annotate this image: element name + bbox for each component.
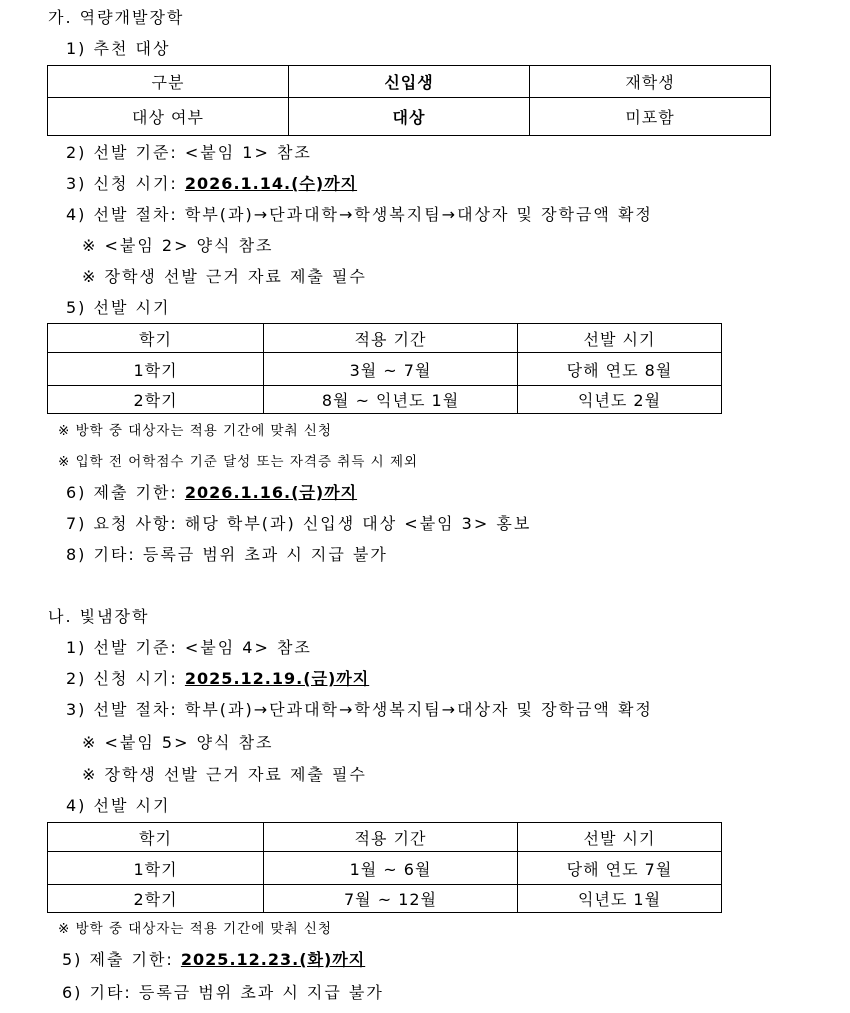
target-row-label: 대상 여부 xyxy=(48,98,289,136)
section-a-footnote-1: ※ 방학 중 대상자는 적용 기간에 맞춰 신청 xyxy=(58,423,333,439)
apply-period-label-b: 2) 신청 시기: xyxy=(66,669,185,688)
section-b-footnote-1: ※ 방학 중 대상자는 적용 기간에 맞춰 신청 xyxy=(58,921,333,937)
section-b-item-2 xyxy=(66,669,369,689)
section-b-item-3: 3) 선발 절차: 학부(과)→단과대학→학생복지팀→대상자 및 장학금액 확정 xyxy=(66,700,653,719)
section-a-item-6 xyxy=(66,483,357,503)
target-row-freshman: 대상 xyxy=(289,98,530,136)
period-b-r2-selection: 익년도 1월 xyxy=(518,885,722,913)
period-a-r2-semester: 2학기 xyxy=(48,386,264,414)
section-a-item-7: 7) 요청 사항: 해당 학부(과) 신입생 대상 <붙임 3> 홍보 xyxy=(66,514,532,533)
section-a-note-2: ※ 장학생 선발 근거 자료 제출 필수 xyxy=(82,267,367,286)
period-b-r1-selection: 당해 연도 7월 xyxy=(518,852,722,885)
section-a-footnote-2: ※ 입학 전 어학점수 기준 달성 또는 자격증 취득 시 제외 xyxy=(58,454,419,470)
period-a-r1-selection: 당해 연도 8월 xyxy=(518,353,722,386)
period-b-r2-semester: 2학기 xyxy=(48,885,264,913)
target-table xyxy=(47,65,771,136)
section-a-item-3 xyxy=(66,174,357,194)
section-b-item-6: 6) 기타: 등록금 범위 초과 시 지급 불가 xyxy=(62,983,384,1002)
period-table-b xyxy=(47,822,722,913)
section-a-item-1: 1) 추천 대상 xyxy=(66,39,171,58)
period-b-r2-range: 7월 ~ 12월 xyxy=(264,885,518,913)
period-b-header-selection: 선발 시기 xyxy=(518,823,722,852)
period-a-header-range: 적용 기간 xyxy=(264,324,518,353)
section-a-note-1: ※ <붙임 2> 양식 참조 xyxy=(82,236,274,255)
apply-period-label: 3) 신청 시기: xyxy=(66,174,185,193)
section-b-item-4: 4) 선발 시기 xyxy=(66,796,171,815)
section-b-note-1: ※ <붙임 5> 양식 참조 xyxy=(82,733,274,752)
section-b-item-1: 1) 선발 기준: <붙임 4> 참조 xyxy=(66,638,312,657)
target-header-enrolled: 재학생 xyxy=(530,66,771,98)
section-b-item-5 xyxy=(62,950,365,970)
period-a-r2-selection: 익년도 2월 xyxy=(518,386,722,414)
period-a-header-selection: 선발 시기 xyxy=(518,324,722,353)
period-b-r1-range: 1월 ~ 6월 xyxy=(264,852,518,885)
period-a-header-semester: 학기 xyxy=(48,324,264,353)
target-header-freshman: 신입생 xyxy=(289,66,530,98)
section-a-item-4: 4) 선발 절차: 학부(과)→단과대학→학생복지팀→대상자 및 장학금액 확정 xyxy=(66,205,653,224)
section-b-note-2: ※ 장학생 선발 근거 자료 제출 필수 xyxy=(82,765,367,784)
period-table-a xyxy=(47,323,722,414)
section-a-title: 가. 역량개발장학 xyxy=(48,8,185,27)
deadline-date-b: 2025.12.23.(화)까지 xyxy=(180,950,366,969)
target-row-enrolled: 미포함 xyxy=(530,98,771,136)
apply-period-date-b: 2025.12.19.(금)까지 xyxy=(184,669,370,688)
period-a-r2-range: 8월 ~ 익년도 1월 xyxy=(264,386,518,414)
period-b-header-semester: 학기 xyxy=(48,823,264,852)
section-b-title: 나. 빛냄장학 xyxy=(48,607,150,626)
section-a-item-5: 5) 선발 시기 xyxy=(66,298,171,317)
period-a-r1-semester: 1학기 xyxy=(48,353,264,386)
period-b-header-range: 적용 기간 xyxy=(264,823,518,852)
apply-period-date: 2026.1.14.(수)까지 xyxy=(184,174,358,193)
deadline-label-a: 6) 제출 기한: xyxy=(66,483,185,502)
period-a-r1-range: 3월 ~ 7월 xyxy=(264,353,518,386)
deadline-label-b: 5) 제출 기한: xyxy=(62,950,181,969)
target-header-category: 구분 xyxy=(48,66,289,98)
section-a-item-2: 2) 선발 기준: <붙임 1> 참조 xyxy=(66,143,312,162)
section-a-item-8: 8) 기타: 등록금 범위 초과 시 지급 불가 xyxy=(66,545,388,564)
period-b-r1-semester: 1학기 xyxy=(48,852,264,885)
deadline-date-a: 2026.1.16.(금)까지 xyxy=(184,483,358,502)
